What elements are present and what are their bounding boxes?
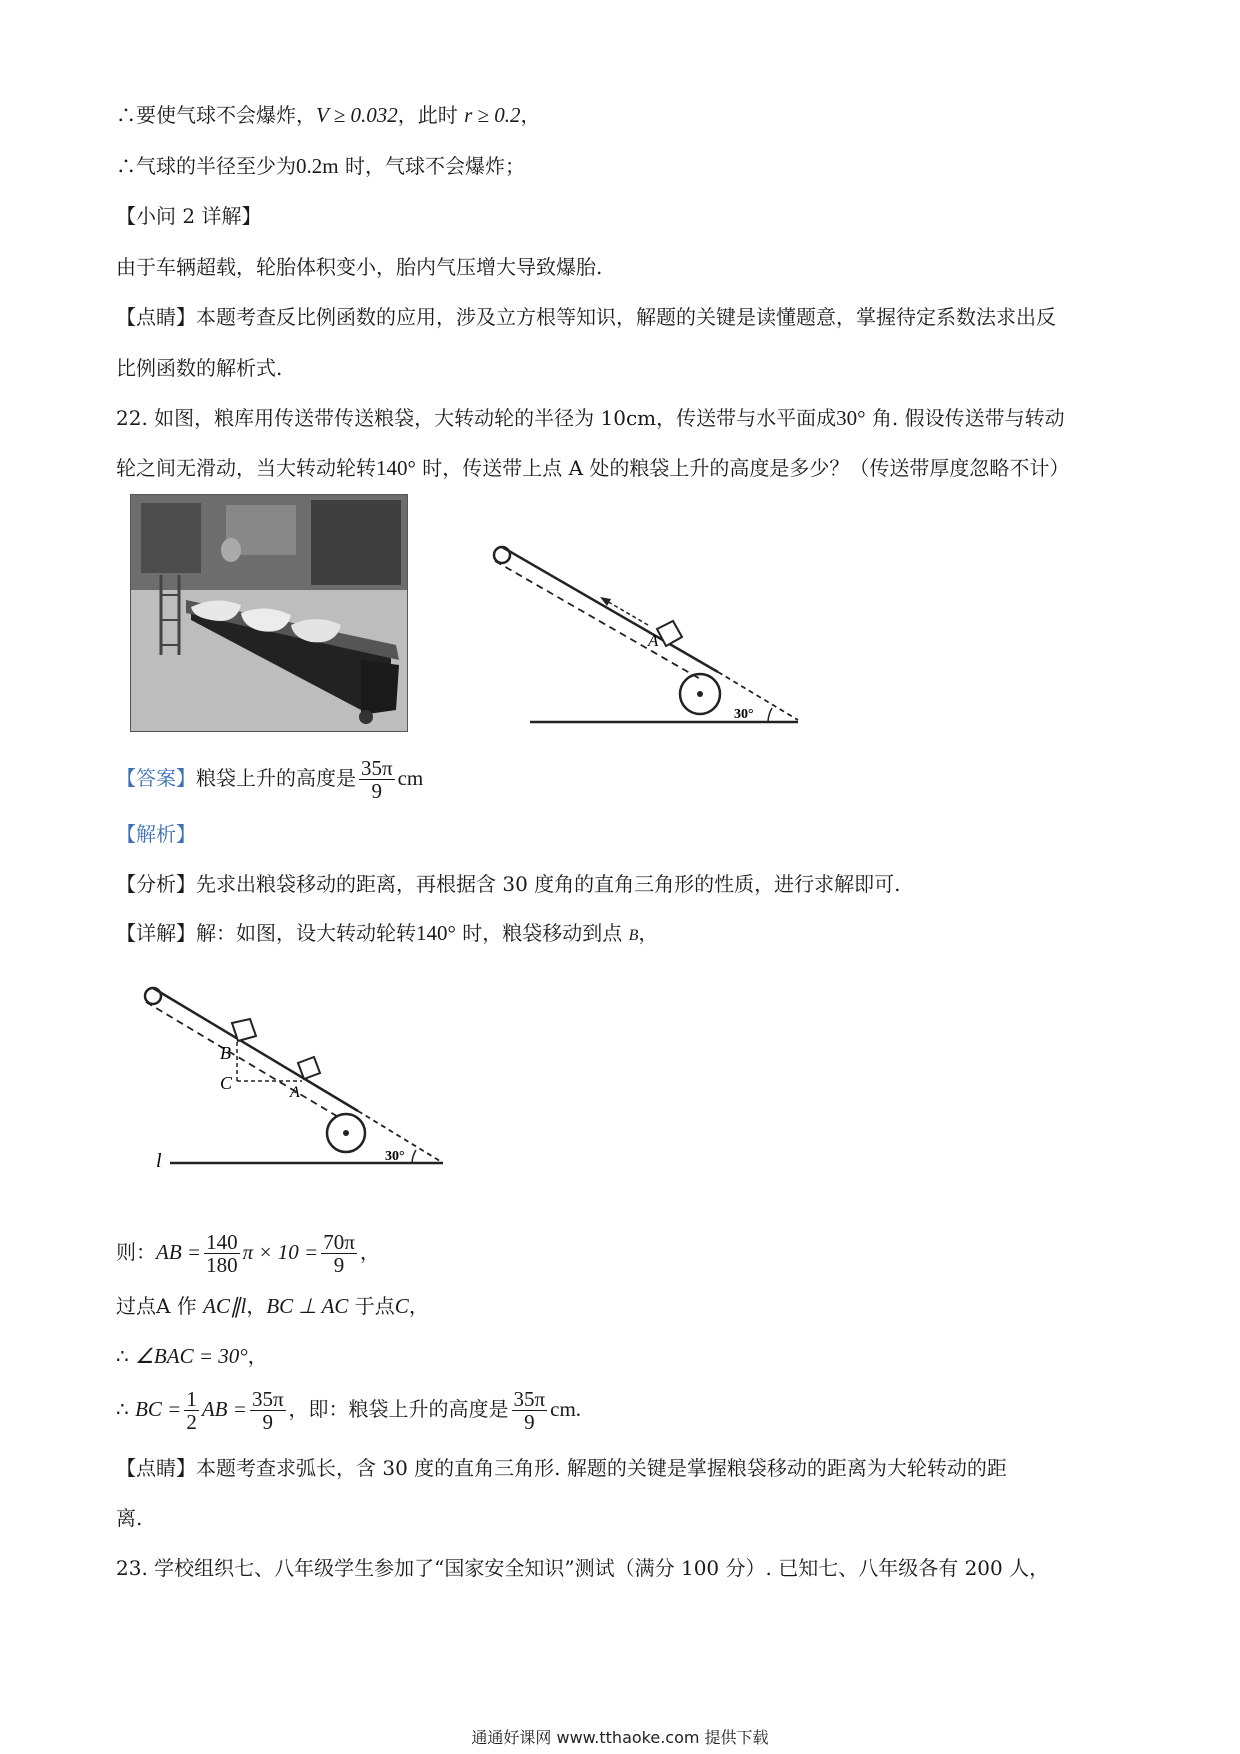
text-segment: ， [520, 103, 541, 127]
angle-line [116, 1341, 268, 1371]
answer-fraction [359, 757, 395, 802]
equation-bc [116, 1378, 581, 1440]
text-segment: ，此时 [397, 103, 465, 127]
text-segment: 角. 假设传送带与转动 [865, 406, 1065, 430]
question-22-line-1 [116, 403, 1065, 433]
parallel-expr: AC∥l [203, 1294, 247, 1318]
text-segment: ， [359, 1240, 380, 1264]
inequality-v: V ≥ 0.032 [316, 103, 398, 127]
text-segment: ， [408, 1294, 429, 1318]
fraction-denominator: 9 [262, 1410, 273, 1434]
conveyor-photo [130, 494, 408, 732]
point-b: B [628, 927, 639, 944]
text-segment: ， [638, 921, 659, 945]
detail-line-1 [116, 918, 658, 951]
point-c-label: C [220, 1073, 233, 1093]
fraction-numerator: 35π [513, 1387, 546, 1411]
text-segment: 时，传送带上点 A 处的粮袋上升的高度是多少？（传送带厚度忽略不计） [415, 456, 1070, 480]
fraction [250, 1388, 286, 1433]
equation-lhs: AB = [156, 1240, 202, 1264]
angle-value: 140° [376, 456, 416, 480]
angle-label: 30° [385, 1149, 405, 1164]
line-l-label: l [156, 1150, 162, 1172]
text-segment: ，即：粮袋上升的高度是 [288, 1397, 509, 1421]
fraction-denominator: 9 [333, 1253, 345, 1277]
text-segment: ， [247, 1344, 268, 1368]
text-segment: 过点A 作 [116, 1294, 204, 1318]
text-segment: ， [246, 1294, 267, 1318]
text-segment: 时，气球不会爆炸； [338, 154, 525, 178]
analysis-line: 【分析】先求出粮袋移动的距离，再根据含 30 度角的直角三角形的性质，进行求解即可. [116, 872, 901, 896]
text-segment: 则： [116, 1240, 156, 1264]
fraction-numerator: 140 [206, 1230, 238, 1254]
fraction [512, 1388, 548, 1433]
text-segment: cm. [550, 1397, 582, 1421]
point-a-label: A [290, 1084, 300, 1101]
text-segment: ∴ [116, 1344, 136, 1368]
text-line-1 [116, 100, 541, 130]
text-segment: ∴要使气球不会爆炸， [116, 103, 316, 127]
equation-lhs: BC = [135, 1397, 182, 1421]
radius-value: 0.2m [296, 154, 339, 178]
inequality-r: r ≥ 0.2 [464, 103, 521, 127]
text-line-2 [116, 151, 525, 181]
fraction-denominator: 9 [371, 779, 383, 803]
conveyor-diagram-1 [480, 530, 820, 735]
answer-unit: cm [397, 766, 424, 790]
fraction-numerator: 70π [323, 1230, 355, 1254]
equation-mid: π × 10 = [242, 1240, 319, 1264]
question-23-line: 23. 学校组织七、八年级学生参加了“国家安全知识”测试（满分 100 分）. 已知七、八年级各有 200 人， [116, 1556, 1050, 1580]
comment-line-4: 离. [116, 1506, 143, 1530]
question-22-line-2 [116, 453, 1069, 483]
point-b-label: B [220, 1043, 231, 1063]
text-segment: 22. 如图，粮库用传送带传送粮袋，大转动轮的半径为 10cm，传送带与水平面成 [116, 406, 837, 430]
answer-tag: 【答案】 [116, 766, 196, 790]
conveyor-diagram-2 [140, 985, 460, 1180]
point-a-label: A [648, 631, 659, 650]
construction-line [116, 1291, 429, 1321]
fraction [184, 1388, 199, 1433]
page-footer: 通通好课网 www.tthaoke.com 提供下载 [471, 1728, 769, 1747]
text-segment: 轮之间无滑动，当大转动轮转 [116, 456, 376, 480]
fraction-numerator: 35π [251, 1387, 284, 1411]
fraction-denominator: 9 [524, 1410, 535, 1434]
text-segment: ∴ [116, 1397, 136, 1421]
text-segment: 【详解】解：如图，设大转动轮转 [116, 921, 416, 945]
equation-mid: AB = [201, 1397, 247, 1421]
answer-line [116, 750, 423, 806]
perpendicular-expr: BC ⊥ AC [266, 1294, 349, 1318]
fraction-numerator: 35π [361, 756, 393, 780]
comment-line-2: 比例函数的解析式. [116, 356, 283, 380]
comment-line-1: 【点睛】本题考查反比例函数的应用，涉及立方根等知识，解题的关键是读懂题意，掌握待定系数法求出反 [116, 305, 1056, 329]
comment-line-3: 【点睛】本题考查求弧长，含 30 度的直角三角形. 解题的关键是掌握粮袋移动的距离为大轮转动的距 [116, 1456, 1007, 1480]
angle-value: 140° [416, 921, 456, 945]
fraction [204, 1231, 240, 1276]
answer-text: 粮袋上升的高度是 [196, 766, 356, 790]
fraction-denominator: 2 [186, 1410, 197, 1434]
text-segment: ∴气球的半径至少为 [116, 154, 296, 178]
angle-label: 30° [734, 707, 754, 722]
fraction [321, 1231, 357, 1276]
angle-value: 30° [836, 406, 866, 430]
text-line-4: 由于车辆超载，轮胎体积变小，胎内气压增大导致爆胎. [116, 255, 603, 279]
fraction-numerator: 1 [186, 1387, 197, 1411]
text-segment: 时，粮袋移动到点 [455, 921, 629, 945]
text-segment: 于点 [348, 1294, 395, 1318]
equation-ab [116, 1222, 380, 1282]
subquestion-2-heading: 【小问 2 详解】 [116, 204, 262, 228]
point-c: C [394, 1294, 409, 1318]
angle-expr: ∠BAC = 30° [135, 1344, 248, 1368]
analysis-tag: 【解析】 [116, 822, 196, 846]
fraction-denominator: 180 [206, 1253, 238, 1277]
